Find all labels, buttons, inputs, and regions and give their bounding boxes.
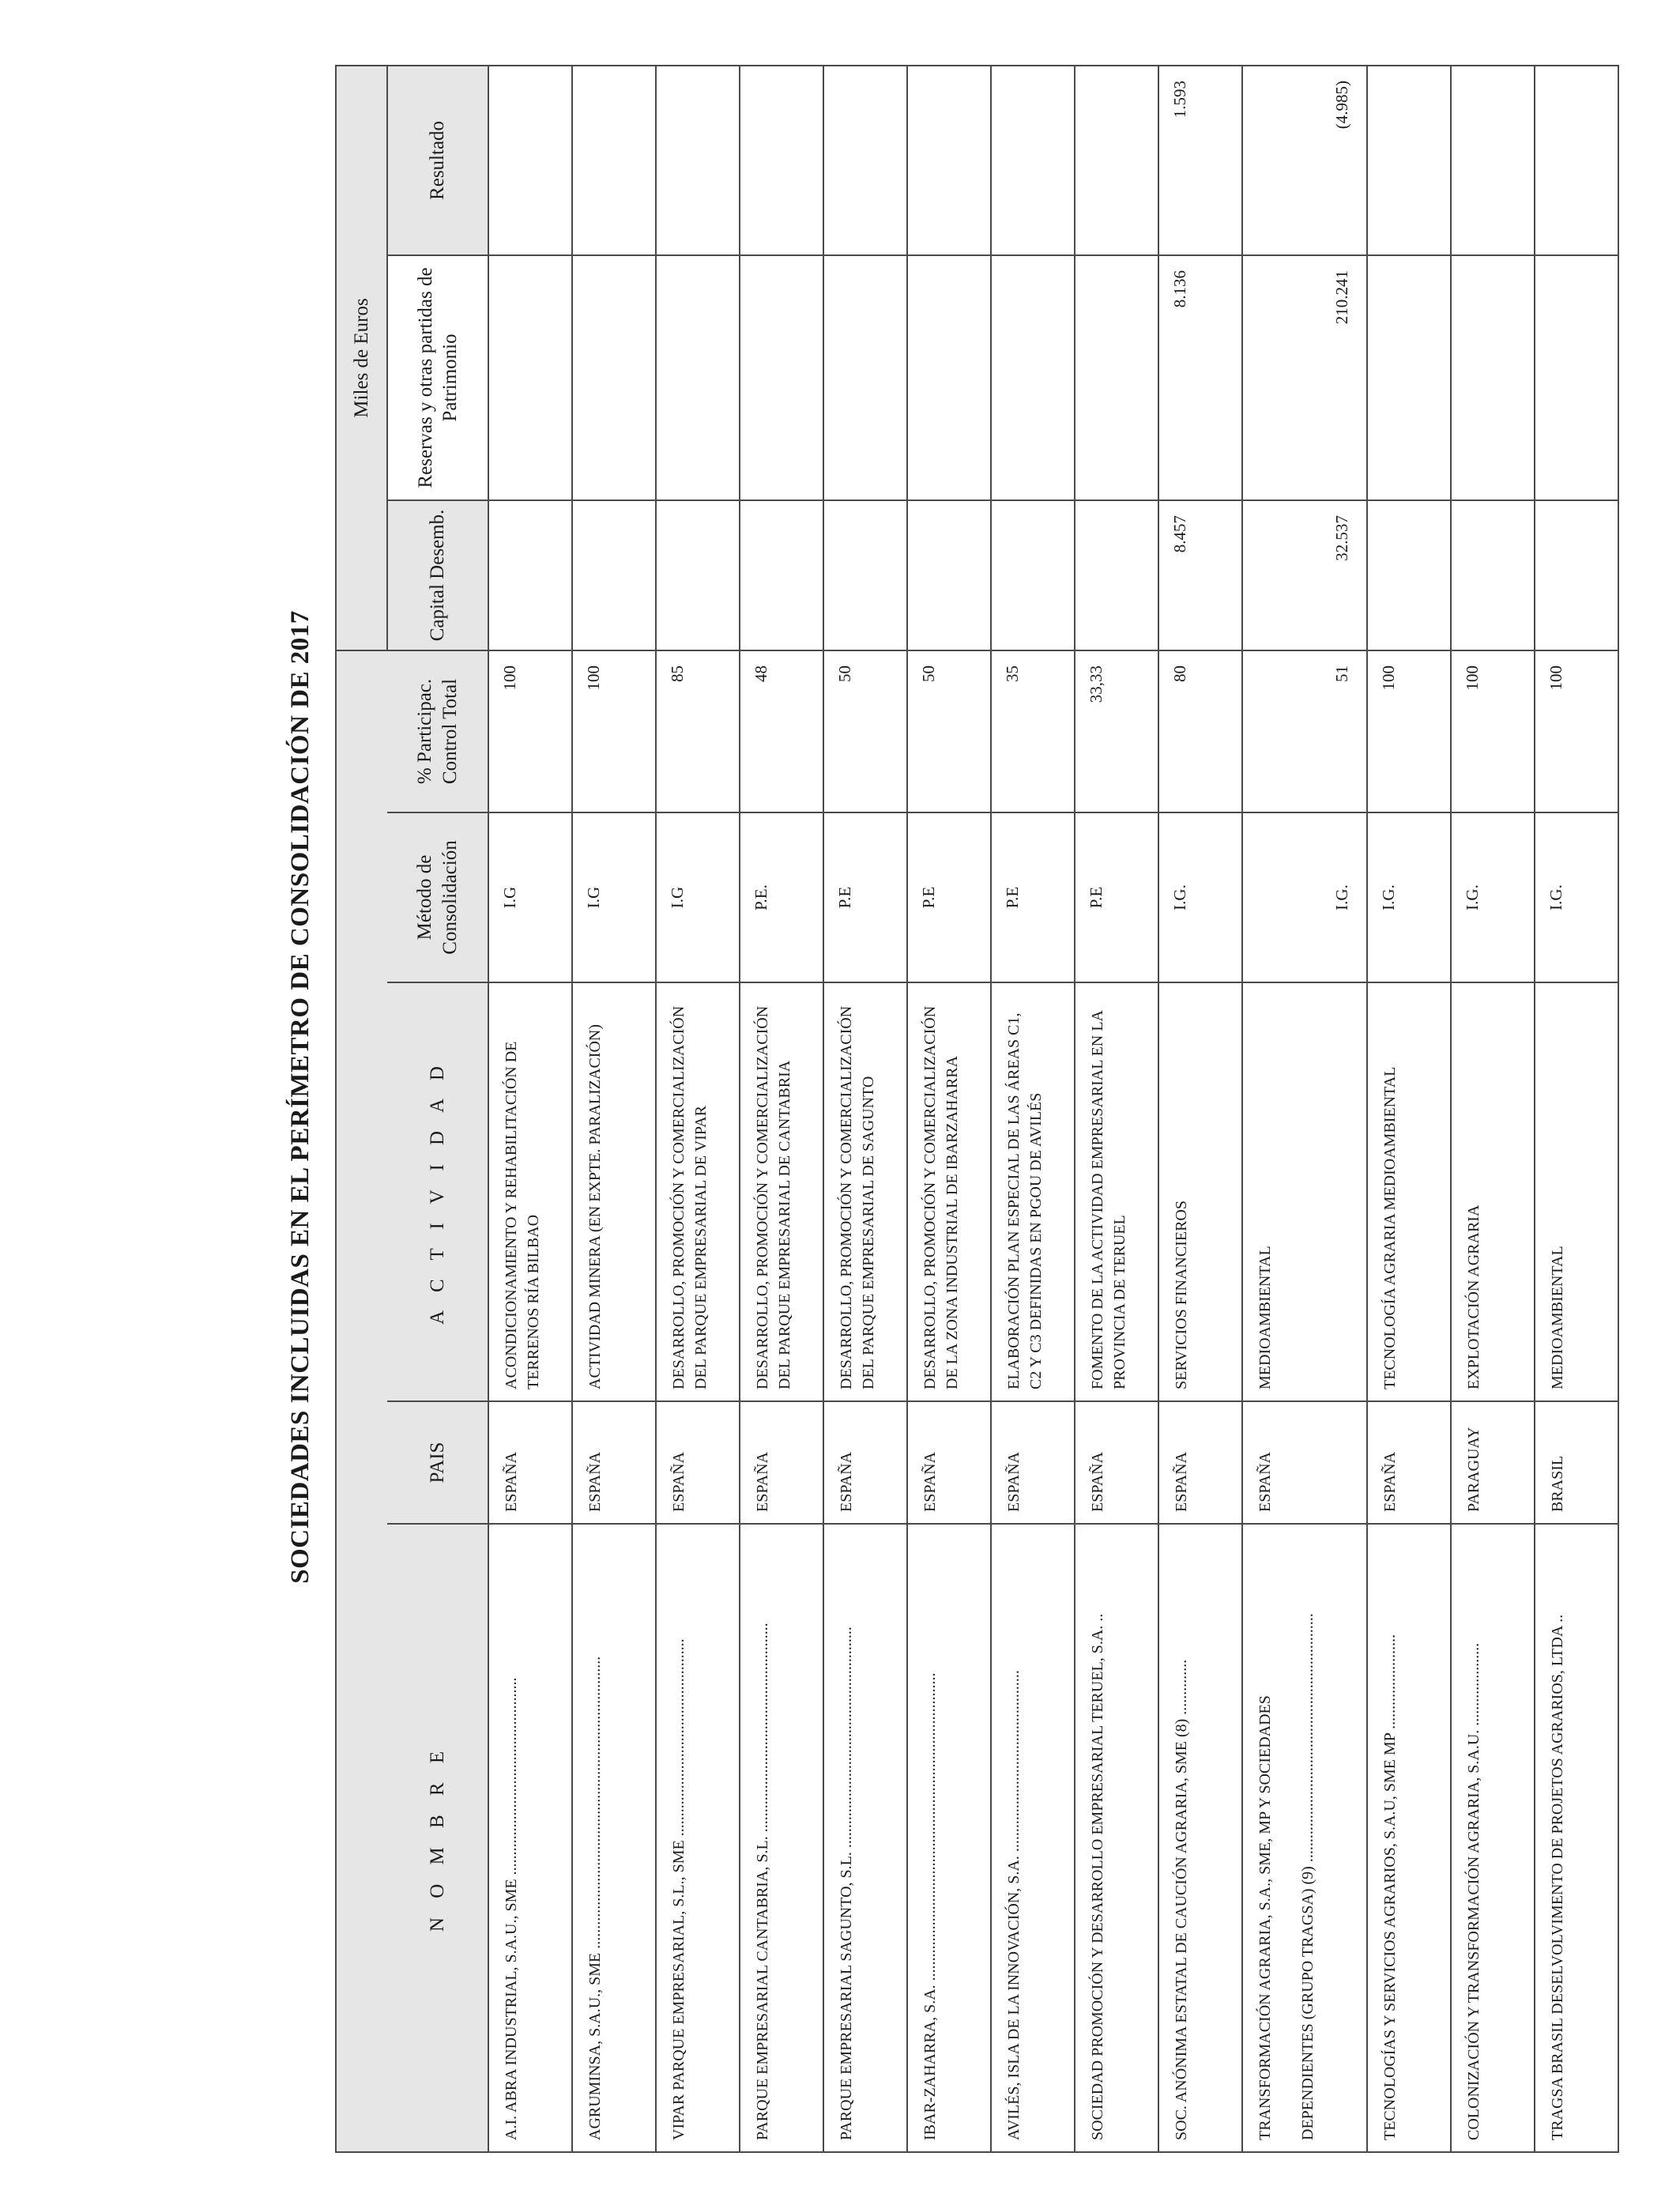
cell-capital xyxy=(488,500,572,650)
cell-pais-text: ESPAÑA xyxy=(1256,1452,1274,1512)
cell-pais-text: ESPAÑA xyxy=(1005,1452,1023,1512)
cell-participacion-text: 51 xyxy=(1332,665,1351,682)
cell-actividad-text: MEDIOAMBIENTAL xyxy=(1549,1246,1566,1389)
cell-actividad-text: DESARROLLO, PROMOCIÓN Y COMERCIALIZACIÓN DEL PARQUE EMPRESARIAL DE SAGUNTO xyxy=(838,1005,877,1389)
cell-actividad-text: FOMENTO DE LA ACTIVIDAD EMPRESARIAL EN LA PROVINCIA DE TERUEL xyxy=(1089,1011,1128,1389)
cell-reservas xyxy=(823,255,907,500)
cell-reservas xyxy=(740,255,823,500)
cell-capital-text: 8.457 xyxy=(1170,515,1189,553)
cell-metodo xyxy=(1367,812,1451,982)
cell-actividad-text: ELABORACIÓN PLAN ESPECIAL DE LAS ÁREAS C1, C2 Y C3 DEFINIDAS EN PGOU DE AVILÉS xyxy=(1005,1012,1045,1389)
cell-actividad xyxy=(488,982,572,1401)
header-capital: Capital Desemb. xyxy=(387,500,488,650)
cell-metodo-text: I.G xyxy=(500,886,519,909)
cell-capital-text: 32.537 xyxy=(1332,515,1351,561)
cell-metodo xyxy=(1075,812,1158,982)
cell-reservas xyxy=(1367,255,1451,500)
cell-pais-text: ESPAÑA xyxy=(1173,1452,1190,1512)
cell-resultado xyxy=(991,66,1075,255)
cell-pais xyxy=(488,1401,572,1524)
consolidation-table xyxy=(335,65,1619,2153)
cell-participacion xyxy=(1451,650,1535,812)
cell-capital xyxy=(907,500,991,650)
cell-reservas-text: 210.241 xyxy=(1332,270,1351,325)
cell-pais xyxy=(656,1401,740,1524)
cell-nombre xyxy=(488,1524,572,2152)
cell-nombre xyxy=(907,1524,991,2152)
cell-pais xyxy=(823,1401,907,1524)
cell-capital xyxy=(1075,500,1158,650)
cell-capital xyxy=(991,500,1075,650)
cell-reservas xyxy=(1535,255,1618,500)
table-row xyxy=(656,66,740,2152)
cell-participacion-text: 80 xyxy=(1170,665,1189,682)
header-pais: PAIS xyxy=(387,1401,488,1524)
cell-metodo-text: I.G. xyxy=(1332,884,1351,910)
cell-nombre xyxy=(1367,1524,1451,2152)
cell-actividad xyxy=(1158,982,1242,1401)
cell-pais xyxy=(1242,1401,1367,1524)
cell-metodo-text: P.E xyxy=(1003,886,1022,909)
cell-actividad-text: DESARROLLO, PROMOCIÓN Y COMERCIALIZACIÓN DEL PARQUE EMPRESARIAL DE VIPAR xyxy=(670,1005,710,1389)
cell-pais xyxy=(572,1401,656,1524)
cell-nombre-text: COLONIZACIÓN Y TRANSFORMACIÓN AGRARIA, S.A.U. ..................... xyxy=(1465,1642,1482,2140)
header-participacion: % Participac. Control Total xyxy=(387,650,488,812)
cell-capital xyxy=(572,500,656,650)
cell-actividad-text: DESARROLLO, PROMOCIÓN Y COMERCIALIZACIÓN DE LA ZONA INDUSTRIAL DE IBARZAHARRA xyxy=(921,1005,961,1389)
cell-nombre xyxy=(1451,1524,1535,2152)
table-row xyxy=(1075,66,1158,2152)
cell-participacion-text: 35 xyxy=(1003,665,1022,682)
cell-actividad xyxy=(1367,982,1451,1401)
cell-pais xyxy=(1367,1401,1451,1524)
cell-actividad-text: TECNOLOGÍA AGRARIA MEDIOAMBIENTAL xyxy=(1381,1066,1399,1389)
table-row xyxy=(823,66,907,2152)
cell-nombre-line2: DEPENDIENTES (GRUPO TRAGSA) (9) ............................................................... xyxy=(1299,1613,1317,2140)
cell-actividad xyxy=(572,982,656,1401)
cell-reservas xyxy=(991,255,1075,500)
cell-actividad xyxy=(1075,982,1158,1401)
cell-pais-text: ESPAÑA xyxy=(670,1452,687,1512)
cell-participacion-text: 48 xyxy=(751,665,770,682)
table-row xyxy=(1535,66,1618,2152)
cell-capital xyxy=(1367,500,1451,650)
consolidation-table-wrap xyxy=(335,66,1566,2153)
cell-participacion xyxy=(572,650,656,812)
cell-actividad-text: ACTIVIDAD MINERA (EN EXPTE. PARALIZACIÓN) xyxy=(586,1023,604,1389)
cell-capital xyxy=(656,500,740,650)
cell-metodo xyxy=(1242,812,1367,982)
cell-participacion-text: 85 xyxy=(668,665,687,682)
cell-actividad xyxy=(907,982,991,1401)
cell-resultado xyxy=(823,66,907,255)
header-nombre: N O M B R E xyxy=(387,1524,488,2152)
cell-participacion xyxy=(1158,650,1242,812)
cell-metodo xyxy=(740,812,823,982)
cell-reservas xyxy=(1451,255,1535,500)
cell-metodo-text: P.E xyxy=(1087,886,1106,909)
cell-actividad-text: ACONDICIONAMIENTO Y REHABILITACIÓN DE TERRENOS RÍA BILBAO xyxy=(503,1041,542,1389)
cell-resultado xyxy=(488,66,572,255)
cell-resultado xyxy=(1242,66,1367,255)
cell-resultado xyxy=(1075,66,1158,255)
table-row xyxy=(1158,66,1242,2152)
cell-pais-text: ESPAÑA xyxy=(586,1452,604,1512)
cell-nombre-text: PARQUE EMPRESARIAL SAGUNTO, S.L. ........................................................ xyxy=(838,1627,855,2140)
cell-resultado-text: (4.985) xyxy=(1332,80,1351,130)
cell-metodo xyxy=(1158,812,1242,982)
cell-actividad-text: MEDIOAMBIENTAL xyxy=(1256,1246,1274,1389)
cell-pais-text: ESPAÑA xyxy=(503,1452,520,1512)
cell-nombre-text: VIPAR PARQUE EMPRESARIAL, S.L., SME .................................................. xyxy=(670,1638,687,2140)
cell-pais xyxy=(1158,1401,1242,1524)
cell-reservas xyxy=(1075,255,1158,500)
document-title: SOCIEDADES INCLUIDAS EN EL PERÍMETRO DE CONSOLIDACIÓN DE 2017 xyxy=(286,610,315,1584)
cell-metodo-text: P.E xyxy=(835,886,854,909)
cell-participacion xyxy=(1242,650,1367,812)
cell-metodo-text: P.E. xyxy=(751,884,770,910)
cell-participacion-text: 100 xyxy=(584,665,603,691)
cell-metodo xyxy=(656,812,740,982)
cell-participacion xyxy=(656,650,740,812)
table-row xyxy=(1451,66,1535,2152)
table-body xyxy=(488,66,1618,2152)
cell-actividad xyxy=(1242,982,1367,1401)
cell-actividad xyxy=(656,982,740,1401)
header-actividad: A C T I V I D A D xyxy=(387,982,488,1401)
cell-nombre xyxy=(572,1524,656,2152)
cell-participacion xyxy=(740,650,823,812)
cell-resultado xyxy=(1535,66,1618,255)
cell-actividad xyxy=(1535,982,1618,1401)
cell-capital xyxy=(1451,500,1535,650)
cell-nombre-text: TRAGSA BRASIL DESELVOLVIMENTO DE PROJETOS AGRARIOS, LTDA .. xyxy=(1549,1614,1566,2140)
cell-metodo xyxy=(1535,812,1618,982)
cell-metodo-text: I.G xyxy=(668,886,687,909)
cell-reservas-text: 8.136 xyxy=(1170,270,1189,308)
cell-metodo xyxy=(907,812,991,982)
cell-participacion-text: 100 xyxy=(1546,665,1565,691)
cell-participacion xyxy=(1075,650,1158,812)
cell-nombre-line1: TRANSFORMACIÓN AGRARIA, S.A., SME, MP Y SOCIEDADES xyxy=(1256,1695,1274,2140)
cell-resultado xyxy=(907,66,991,255)
cell-resultado xyxy=(656,66,740,255)
cell-nombre xyxy=(1242,1524,1367,2152)
cell-participacion-text: 100 xyxy=(500,665,519,691)
cell-resultado xyxy=(1367,66,1451,255)
cell-capital xyxy=(1535,500,1618,650)
cell-nombre-text: AVILÉS, ISLA DE LA INNOVACIÓN, S.A. .............................................. xyxy=(1005,1670,1023,2140)
cell-nombre xyxy=(740,1524,823,2152)
cell-actividad xyxy=(823,982,907,1401)
table-row xyxy=(907,66,991,2152)
cell-pais xyxy=(1451,1401,1535,1524)
cell-pais xyxy=(991,1401,1075,1524)
table-row xyxy=(572,66,656,2152)
cell-reservas xyxy=(907,255,991,500)
cell-metodo xyxy=(488,812,572,982)
cell-capital xyxy=(823,500,907,650)
cell-pais-text: BRASIL xyxy=(1549,1455,1566,1512)
cell-actividad-text: EXPLOTACIÓN AGRARIA xyxy=(1465,1204,1482,1389)
header-miles-de-euros: Miles de Euros xyxy=(336,66,387,650)
cell-nombre xyxy=(1535,1524,1618,2152)
cell-pais-text: ESPAÑA xyxy=(754,1452,771,1512)
cell-metodo-text: I.G. xyxy=(1170,884,1189,910)
cell-resultado xyxy=(1158,66,1242,255)
cell-nombre-text: AGRUMINSA, S.A.U., SME .......................................................................... xyxy=(586,1656,604,2140)
table-row xyxy=(1242,66,1367,2152)
cell-capital xyxy=(1158,500,1242,650)
cell-metodo xyxy=(823,812,907,982)
cell-metodo-text: I.G. xyxy=(1463,884,1482,910)
table-row xyxy=(740,66,823,2152)
cell-metodo-text: I.G xyxy=(584,886,603,909)
cell-participacion xyxy=(1535,650,1618,812)
cell-nombre xyxy=(656,1524,740,2152)
cell-nombre xyxy=(991,1524,1075,2152)
cell-pais-text: PARAGUAY xyxy=(1465,1427,1482,1512)
cell-capital xyxy=(1242,500,1367,650)
cell-actividad-text: SERVICIOS FINANCIEROS xyxy=(1173,1201,1190,1389)
cell-nombre-text: SOC. ANÓNIMA ESTATAL DE CAUCIÓN AGRARIA, SME (8) .............. xyxy=(1173,1659,1190,2140)
header-metodo: Método de Consolidación xyxy=(387,812,488,982)
cell-pais-text: ESPAÑA xyxy=(838,1452,855,1512)
cell-resultado xyxy=(572,66,656,255)
cell-capital xyxy=(740,500,823,650)
cell-actividad xyxy=(991,982,1075,1401)
cell-pais-text: ESPAÑA xyxy=(1089,1452,1106,1512)
cell-pais-text: ESPAÑA xyxy=(1381,1452,1399,1512)
cell-nombre-text: TECNOLOGÍAS Y SERVICIOS AGRARIOS, S.A.U, SME MP ........................ xyxy=(1381,1634,1399,2140)
cell-pais xyxy=(740,1401,823,1524)
cell-participacion-text: 50 xyxy=(919,665,938,682)
cell-metodo-text: P.E xyxy=(919,886,938,909)
header-spacer xyxy=(336,650,387,2152)
cell-nombre xyxy=(1158,1524,1242,2152)
header-reservas: Reservas y otras partidas de Patrimonio xyxy=(387,255,488,500)
cell-actividad xyxy=(740,982,823,1401)
cell-metodo xyxy=(572,812,656,982)
header-resultado: Resultado xyxy=(387,66,488,255)
cell-participacion-text: 100 xyxy=(1463,665,1482,691)
cell-actividad xyxy=(1451,982,1535,1401)
cell-participacion-text: 100 xyxy=(1379,665,1398,691)
cell-resultado xyxy=(1451,66,1535,255)
cell-nombre-text: SOCIEDAD PROMOCIÓN Y DESARROLLO EMPRESARIAL TERUEL, S.A. .. xyxy=(1089,1613,1106,2140)
cell-reservas xyxy=(488,255,572,500)
cell-nombre xyxy=(1075,1524,1158,2152)
cell-metodo-text: I.G. xyxy=(1546,884,1565,910)
cell-pais xyxy=(1535,1401,1618,1524)
cell-actividad-text: DESARROLLO, PROMOCIÓN Y COMERCIALIZACIÓN DEL PARQUE EMPRESARIAL DE CANTABRIA xyxy=(754,1005,793,1389)
cell-nombre-text: IBAR-ZAHARRA, S.A. .............................................................................. xyxy=(921,1672,939,2140)
cell-participacion xyxy=(823,650,907,812)
table-row xyxy=(991,66,1075,2152)
cell-reservas xyxy=(1158,255,1242,500)
cell-pais xyxy=(1075,1401,1158,1524)
table-row xyxy=(1367,66,1451,2152)
cell-resultado-text: 1.593 xyxy=(1170,80,1189,119)
cell-resultado xyxy=(740,66,823,255)
cell-participacion xyxy=(488,650,572,812)
cell-participacion xyxy=(991,650,1075,812)
cell-participacion xyxy=(907,650,991,812)
cell-metodo-text: I.G. xyxy=(1379,884,1398,910)
cell-participacion-text: 33,33 xyxy=(1087,665,1106,703)
cell-metodo xyxy=(1451,812,1535,982)
cell-nombre-text: PARQUE EMPRESARIAL CANTABRIA, S.L. ..................................................... xyxy=(754,1623,771,2140)
cell-participacion xyxy=(1367,650,1451,812)
cell-nombre-text: A.I. ABRA INDUSTRIAL, S.A.U., SME .................................................. xyxy=(503,1677,520,2140)
cell-pais xyxy=(907,1401,991,1524)
cell-reservas xyxy=(572,255,656,500)
cell-reservas xyxy=(656,255,740,500)
cell-metodo xyxy=(991,812,1075,982)
cell-nombre xyxy=(823,1524,907,2152)
table-row xyxy=(488,66,572,2152)
cell-participacion-text: 50 xyxy=(835,665,854,682)
cell-pais-text: ESPAÑA xyxy=(921,1452,939,1512)
cell-reservas xyxy=(1242,255,1367,500)
